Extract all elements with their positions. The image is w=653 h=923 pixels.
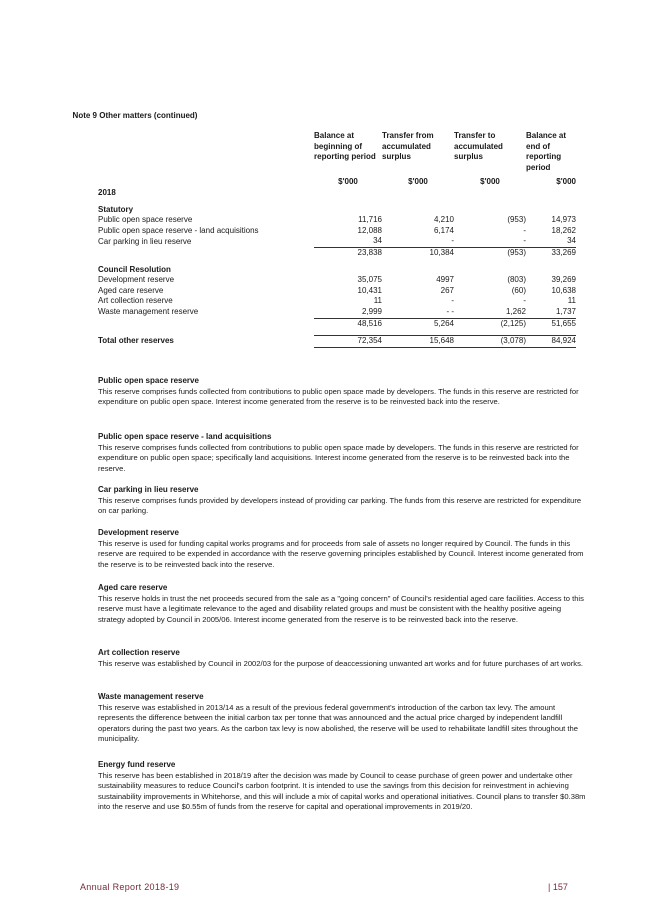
footer-page-number: | 157 bbox=[548, 882, 568, 892]
reserve-description bbox=[98, 760, 586, 813]
description-text: This reserve has been established in 2018/19 after the decision was made by Council to cease purchase of green power and undertake other sustainability measures to reduce Council's carbon footprint. It is intended to use the savings from this decision for reinvestment in achieving sustainability improvements in Whitehorse, and this will include a mix of capital works and operational initiatives. Council plans to transfer $0.38m into the reserve and use $0.55m of funds from the reserve for capital and operational improvements in 2019/20. bbox=[98, 770, 586, 812]
description-title: Energy fund reserve bbox=[98, 760, 176, 769]
description-text: This reserve comprises funds collected from contributions to public open space made by developers. The funds in this reserve are restricted for expenditure on public open space; specifically land acquisitions. Interest income generated from the reserve is to be reinvested back into the reserve. bbox=[98, 442, 579, 473]
description-title: Public open space reserve bbox=[98, 376, 199, 385]
table-row: Public open space reserve - land acquisitions 12,088 6,174 - 18,262 bbox=[98, 225, 576, 235]
table-row: Art collection reserve 11 - - 11 bbox=[98, 296, 576, 306]
table-row: Public open space reserve 11,716 4,210 (953) 14,973 bbox=[98, 215, 576, 225]
table-row: Waste management reserve 2,999 - - 1,262 1,737 bbox=[98, 306, 576, 317]
description-title: Public open space reserve - land acquisitions bbox=[98, 432, 272, 441]
table-header-row bbox=[98, 131, 576, 173]
reserve-description bbox=[98, 583, 586, 625]
description-title: Art collection reserve bbox=[98, 648, 180, 657]
column-header: Balance at end of reporting period bbox=[526, 131, 567, 172]
unit-label: $'000 bbox=[408, 177, 428, 187]
reserves-table bbox=[98, 131, 576, 348]
section-heading-council: Council Resolution bbox=[98, 264, 171, 274]
unit-label: $'000 bbox=[480, 177, 500, 187]
table-row: Car parking in lieu reserve 34 - - 34 bbox=[98, 236, 576, 246]
reserve-description bbox=[98, 376, 586, 408]
reserve-description bbox=[98, 485, 586, 517]
unit-label: $'000 bbox=[556, 177, 576, 187]
column-header: Transfer to accumulated surplus bbox=[454, 131, 503, 162]
total-row: Total other reserves 72,354 15,648 (3,078) 84,924 bbox=[98, 336, 576, 348]
reserve-description bbox=[98, 648, 586, 669]
section-heading-statutory: Statutory bbox=[98, 204, 134, 214]
subtotal-row: 23,838 10,384 (953) 33,269 bbox=[98, 247, 576, 258]
table-row: Aged care reserve 10,431 267 (60) 10,638 bbox=[98, 285, 576, 295]
subtotal-row: 48,516 5,264 (2,125) 51,655 bbox=[98, 318, 576, 329]
reserve-description bbox=[98, 692, 586, 745]
column-header: Balance at beginning of reporting period bbox=[314, 131, 376, 162]
note-title: Other matters (continued) bbox=[99, 111, 198, 120]
unit-label: $'000 bbox=[338, 177, 358, 187]
description-text: This reserve was established in 2013/14 as a result of the previous federal government's introduction of the carbon tax levy. The amount represents the difference between the initial carbon tax per tonne that was announced and the actual price charged by independent landfill operators during the past two years. As the carbon tax levy is now abolished, the reserve will be used to rehabilitate landfill sites throughout the municipality. bbox=[98, 702, 578, 744]
units-row bbox=[98, 173, 576, 188]
footer-report-title: Annual Report 2018-19 bbox=[80, 882, 180, 892]
description-text: This reserve was established by Council in 2002/03 for the purpose of deaccessioning unwanted art works and for future purchases of art works. bbox=[98, 658, 583, 668]
reserve-description bbox=[98, 528, 586, 570]
description-text: This reserve is used for funding capital works programs and for proceeds from sale of assets no longer required by Council. The funds in this reserve are required to be expended in accordance with the reserve governing principles established by Council. Interest income generated from the reserve is to be reinvested back into the reserve. bbox=[98, 538, 584, 569]
table-row: Development reserve 35,075 4997 (803) 39,269 bbox=[98, 275, 576, 285]
year-label: 2018 bbox=[98, 187, 116, 197]
column-header: Transfer from accumulated surplus bbox=[382, 131, 434, 162]
description-text: This reserve comprises funds collected from contributions to public open space made by developers. The funds in this reserve are restricted for expenditure on public open space. Interest income generated from the reserve is to be reinvested back into the reserve. bbox=[98, 386, 579, 407]
note-number: Note 9 bbox=[72, 111, 97, 120]
description-text: This reserve comprises funds provided by developers instead of providing car parking. The funds from this reserve are restricted for expenditure on car parking. bbox=[98, 495, 582, 516]
description-title: Aged care reserve bbox=[98, 583, 168, 592]
description-title: Development reserve bbox=[98, 528, 179, 537]
description-text: This reserve holds in trust the net proceeds secured from the sale as a "going concern" of Council's residential aged care facilities. Access to this reserve must have a legitimate relevance to the aged and disability related groups and must be consistent with the healthy positive ageing strategy adopted by Council in 2005/06. Interest income generated from the reserve is to be reinvested back into the reserve. bbox=[98, 593, 584, 624]
note-header bbox=[49, 111, 197, 120]
description-title: Car parking in lieu reserve bbox=[98, 485, 199, 494]
reserve-description bbox=[98, 432, 586, 474]
description-title: Waste management reserve bbox=[98, 692, 204, 701]
